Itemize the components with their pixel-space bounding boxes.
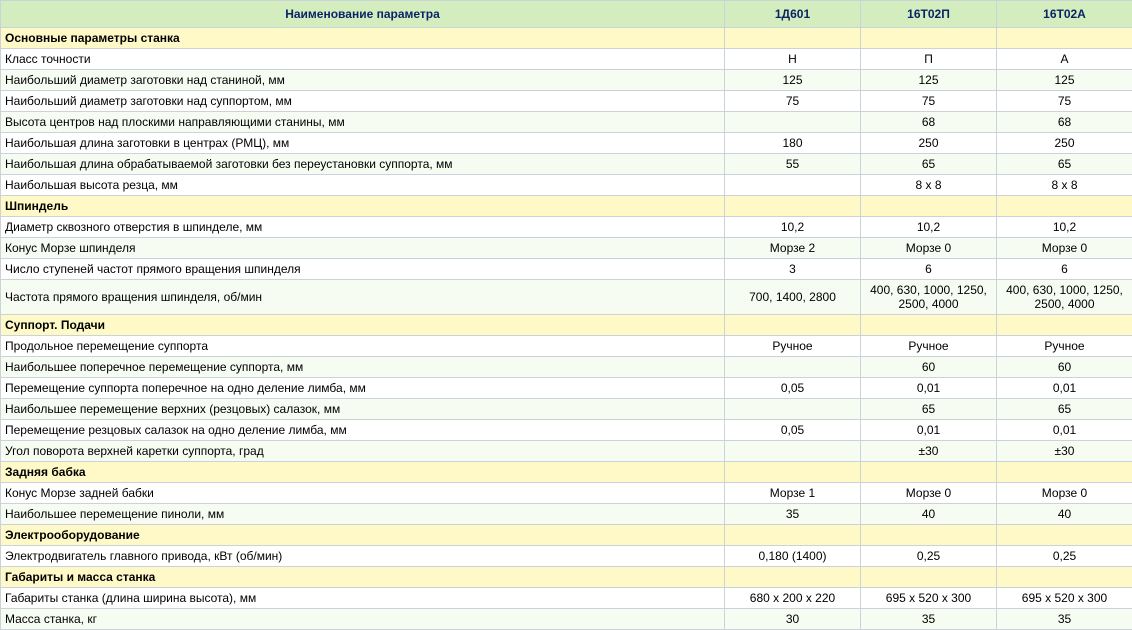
section-title: Габариты и масса станка — [1, 567, 725, 588]
value-16t02p: 75 — [861, 91, 997, 112]
value-16t02a: 65 — [997, 399, 1132, 420]
param-name: Электродвигатель главного привода, кВт (об/мин) — [1, 546, 725, 567]
value-16t02a: 695 х 520 х 300 — [997, 588, 1132, 609]
value-1d601: 35 — [725, 504, 861, 525]
table-row — [1, 336, 1132, 357]
section-title: Шпиндель — [1, 196, 725, 217]
section-empty-cell — [725, 462, 861, 483]
header-model-1d601: 1Д601 — [725, 1, 861, 28]
section-empty-cell — [861, 196, 997, 217]
value-16t02a: 35 — [997, 609, 1132, 630]
value-1d601: 680 х 200 х 220 — [725, 588, 861, 609]
param-name: Частота прямого вращения шпинделя, об/мин — [1, 280, 725, 315]
param-name: Наибольшее поперечное перемещение суппорта, мм — [1, 357, 725, 378]
section-row — [1, 567, 1132, 588]
value-1d601: 10,2 — [725, 217, 861, 238]
value-16t02p: 695 х 520 х 300 — [861, 588, 997, 609]
value-16t02p: 250 — [861, 133, 997, 154]
header-model-16t02a: 16Т02А — [997, 1, 1132, 28]
value-16t02a: 8 х 8 — [997, 175, 1132, 196]
table-row — [1, 546, 1132, 567]
value-1d601 — [725, 399, 861, 420]
value-1d601: 0,05 — [725, 420, 861, 441]
value-1d601: Морзе 1 — [725, 483, 861, 504]
value-1d601: Н — [725, 49, 861, 70]
param-name: Масса станка, кг — [1, 609, 725, 630]
value-16t02a: 10,2 — [997, 217, 1132, 238]
value-16t02a: 60 — [997, 357, 1132, 378]
value-16t02a: А — [997, 49, 1132, 70]
section-empty-cell — [725, 315, 861, 336]
table-row — [1, 357, 1132, 378]
section-row — [1, 28, 1132, 49]
param-name: Перемещение суппорта поперечное на одно деление лимба, мм — [1, 378, 725, 399]
section-title: Электрооборудование — [1, 525, 725, 546]
param-name: Наибольшее перемещение пиноли, мм — [1, 504, 725, 525]
value-16t02p: 35 — [861, 609, 997, 630]
section-empty-cell — [997, 28, 1132, 49]
value-16t02p: Ручное — [861, 336, 997, 357]
table-row — [1, 280, 1132, 315]
table-row — [1, 133, 1132, 154]
param-name: Число ступеней частот прямого вращения шпинделя — [1, 259, 725, 280]
header-model-16t02p: 16Т02П — [861, 1, 997, 28]
value-16t02p: Морзе 0 — [861, 238, 997, 259]
section-empty-cell — [997, 525, 1132, 546]
section-title: Основные параметры станка — [1, 28, 725, 49]
table-row — [1, 112, 1132, 133]
section-row — [1, 525, 1132, 546]
section-empty-cell — [861, 525, 997, 546]
value-1d601: Морзе 2 — [725, 238, 861, 259]
param-name: Класс точности — [1, 49, 725, 70]
param-name: Наибольшее перемещение верхних (резцовых) салазок, мм — [1, 399, 725, 420]
value-16t02p: 400, 630, 1000, 1250, 2500, 4000 — [861, 280, 997, 315]
table-row — [1, 504, 1132, 525]
value-16t02p: 0,25 — [861, 546, 997, 567]
value-16t02p: 0,01 — [861, 378, 997, 399]
value-1d601: 0,180 (1400) — [725, 546, 861, 567]
table-row — [1, 483, 1132, 504]
param-name: Перемещение резцовых салазок на одно деление лимба, мм — [1, 420, 725, 441]
value-16t02a: 68 — [997, 112, 1132, 133]
value-1d601: 700, 1400, 2800 — [725, 280, 861, 315]
value-16t02a: 75 — [997, 91, 1132, 112]
value-16t02a: Морзе 0 — [997, 238, 1132, 259]
value-16t02p: 10,2 — [861, 217, 997, 238]
value-1d601: 3 — [725, 259, 861, 280]
value-1d601: 75 — [725, 91, 861, 112]
value-1d601: 55 — [725, 154, 861, 175]
value-16t02p: 40 — [861, 504, 997, 525]
table-row — [1, 91, 1132, 112]
value-1d601 — [725, 112, 861, 133]
value-16t02p: 65 — [861, 399, 997, 420]
value-1d601 — [725, 441, 861, 462]
table-row — [1, 420, 1132, 441]
param-name: Конус Морзе шпинделя — [1, 238, 725, 259]
table-row — [1, 399, 1132, 420]
table-row — [1, 378, 1132, 399]
value-1d601: 180 — [725, 133, 861, 154]
section-title: Задняя бабка — [1, 462, 725, 483]
value-16t02p: 8 х 8 — [861, 175, 997, 196]
section-title: Суппорт. Подачи — [1, 315, 725, 336]
table-row — [1, 154, 1132, 175]
table-row — [1, 441, 1132, 462]
table-row — [1, 609, 1132, 630]
section-empty-cell — [997, 315, 1132, 336]
value-1d601: 30 — [725, 609, 861, 630]
param-name: Продольное перемещение суппорта — [1, 336, 725, 357]
param-name: Наибольший диаметр заготовки над станиной, мм — [1, 70, 725, 91]
param-name: Габариты станка (длина ширина высота), мм — [1, 588, 725, 609]
param-name: Наибольшая высота резца, мм — [1, 175, 725, 196]
value-16t02p: 68 — [861, 112, 997, 133]
value-16t02p: 65 — [861, 154, 997, 175]
section-empty-cell — [861, 28, 997, 49]
value-16t02a: Морзе 0 — [997, 483, 1132, 504]
section-empty-cell — [861, 315, 997, 336]
section-empty-cell — [997, 567, 1132, 588]
value-16t02a: 0,01 — [997, 420, 1132, 441]
section-empty-cell — [997, 462, 1132, 483]
param-name: Наибольшая длина заготовки в центрах (РМЦ), мм — [1, 133, 725, 154]
section-empty-cell — [997, 196, 1132, 217]
value-16t02a: 0,25 — [997, 546, 1132, 567]
value-1d601 — [725, 175, 861, 196]
param-name: Высота центров над плоскими направляющими станины, мм — [1, 112, 725, 133]
value-16t02p: Морзе 0 — [861, 483, 997, 504]
value-16t02p: 0,01 — [861, 420, 997, 441]
param-name: Диаметр сквозного отверстия в шпинделе, мм — [1, 217, 725, 238]
section-empty-cell — [861, 567, 997, 588]
value-16t02p: 6 — [861, 259, 997, 280]
param-name: Наибольший диаметр заготовки над суппортом, мм — [1, 91, 725, 112]
table-row — [1, 217, 1132, 238]
value-16t02p: 60 — [861, 357, 997, 378]
section-row — [1, 462, 1132, 483]
table-row — [1, 49, 1132, 70]
section-empty-cell — [725, 196, 861, 217]
table-row — [1, 238, 1132, 259]
section-empty-cell — [861, 462, 997, 483]
param-name: Наибольшая длина обрабатываемой заготовки без переустановки суппорта, мм — [1, 154, 725, 175]
section-row — [1, 196, 1132, 217]
param-name: Конус Морзе задней бабки — [1, 483, 725, 504]
value-16t02a: 0,01 — [997, 378, 1132, 399]
section-empty-cell — [725, 525, 861, 546]
table-row — [1, 588, 1132, 609]
value-16t02a: Ручное — [997, 336, 1132, 357]
value-16t02a: 125 — [997, 70, 1132, 91]
table-row — [1, 259, 1132, 280]
value-1d601: 0,05 — [725, 378, 861, 399]
value-1d601: 125 — [725, 70, 861, 91]
header-param: Наименование параметра — [1, 1, 725, 28]
value-1d601 — [725, 357, 861, 378]
value-16t02p: ±30 — [861, 441, 997, 462]
value-16t02a: 40 — [997, 504, 1132, 525]
table-row — [1, 175, 1132, 196]
value-1d601: Ручное — [725, 336, 861, 357]
value-16t02a: 250 — [997, 133, 1132, 154]
value-16t02a: 65 — [997, 154, 1132, 175]
value-16t02a: 6 — [997, 259, 1132, 280]
value-16t02a: ±30 — [997, 441, 1132, 462]
header-row — [1, 1, 1132, 28]
section-empty-cell — [725, 567, 861, 588]
spec-body — [1, 28, 1132, 630]
value-16t02a: 400, 630, 1000, 1250, 2500, 4000 — [997, 280, 1132, 315]
table-row — [1, 70, 1132, 91]
section-row — [1, 315, 1132, 336]
param-name: Угол поворота верхней каретки суппорта, град — [1, 441, 725, 462]
value-16t02p: 125 — [861, 70, 997, 91]
value-16t02p: П — [861, 49, 997, 70]
section-empty-cell — [725, 28, 861, 49]
